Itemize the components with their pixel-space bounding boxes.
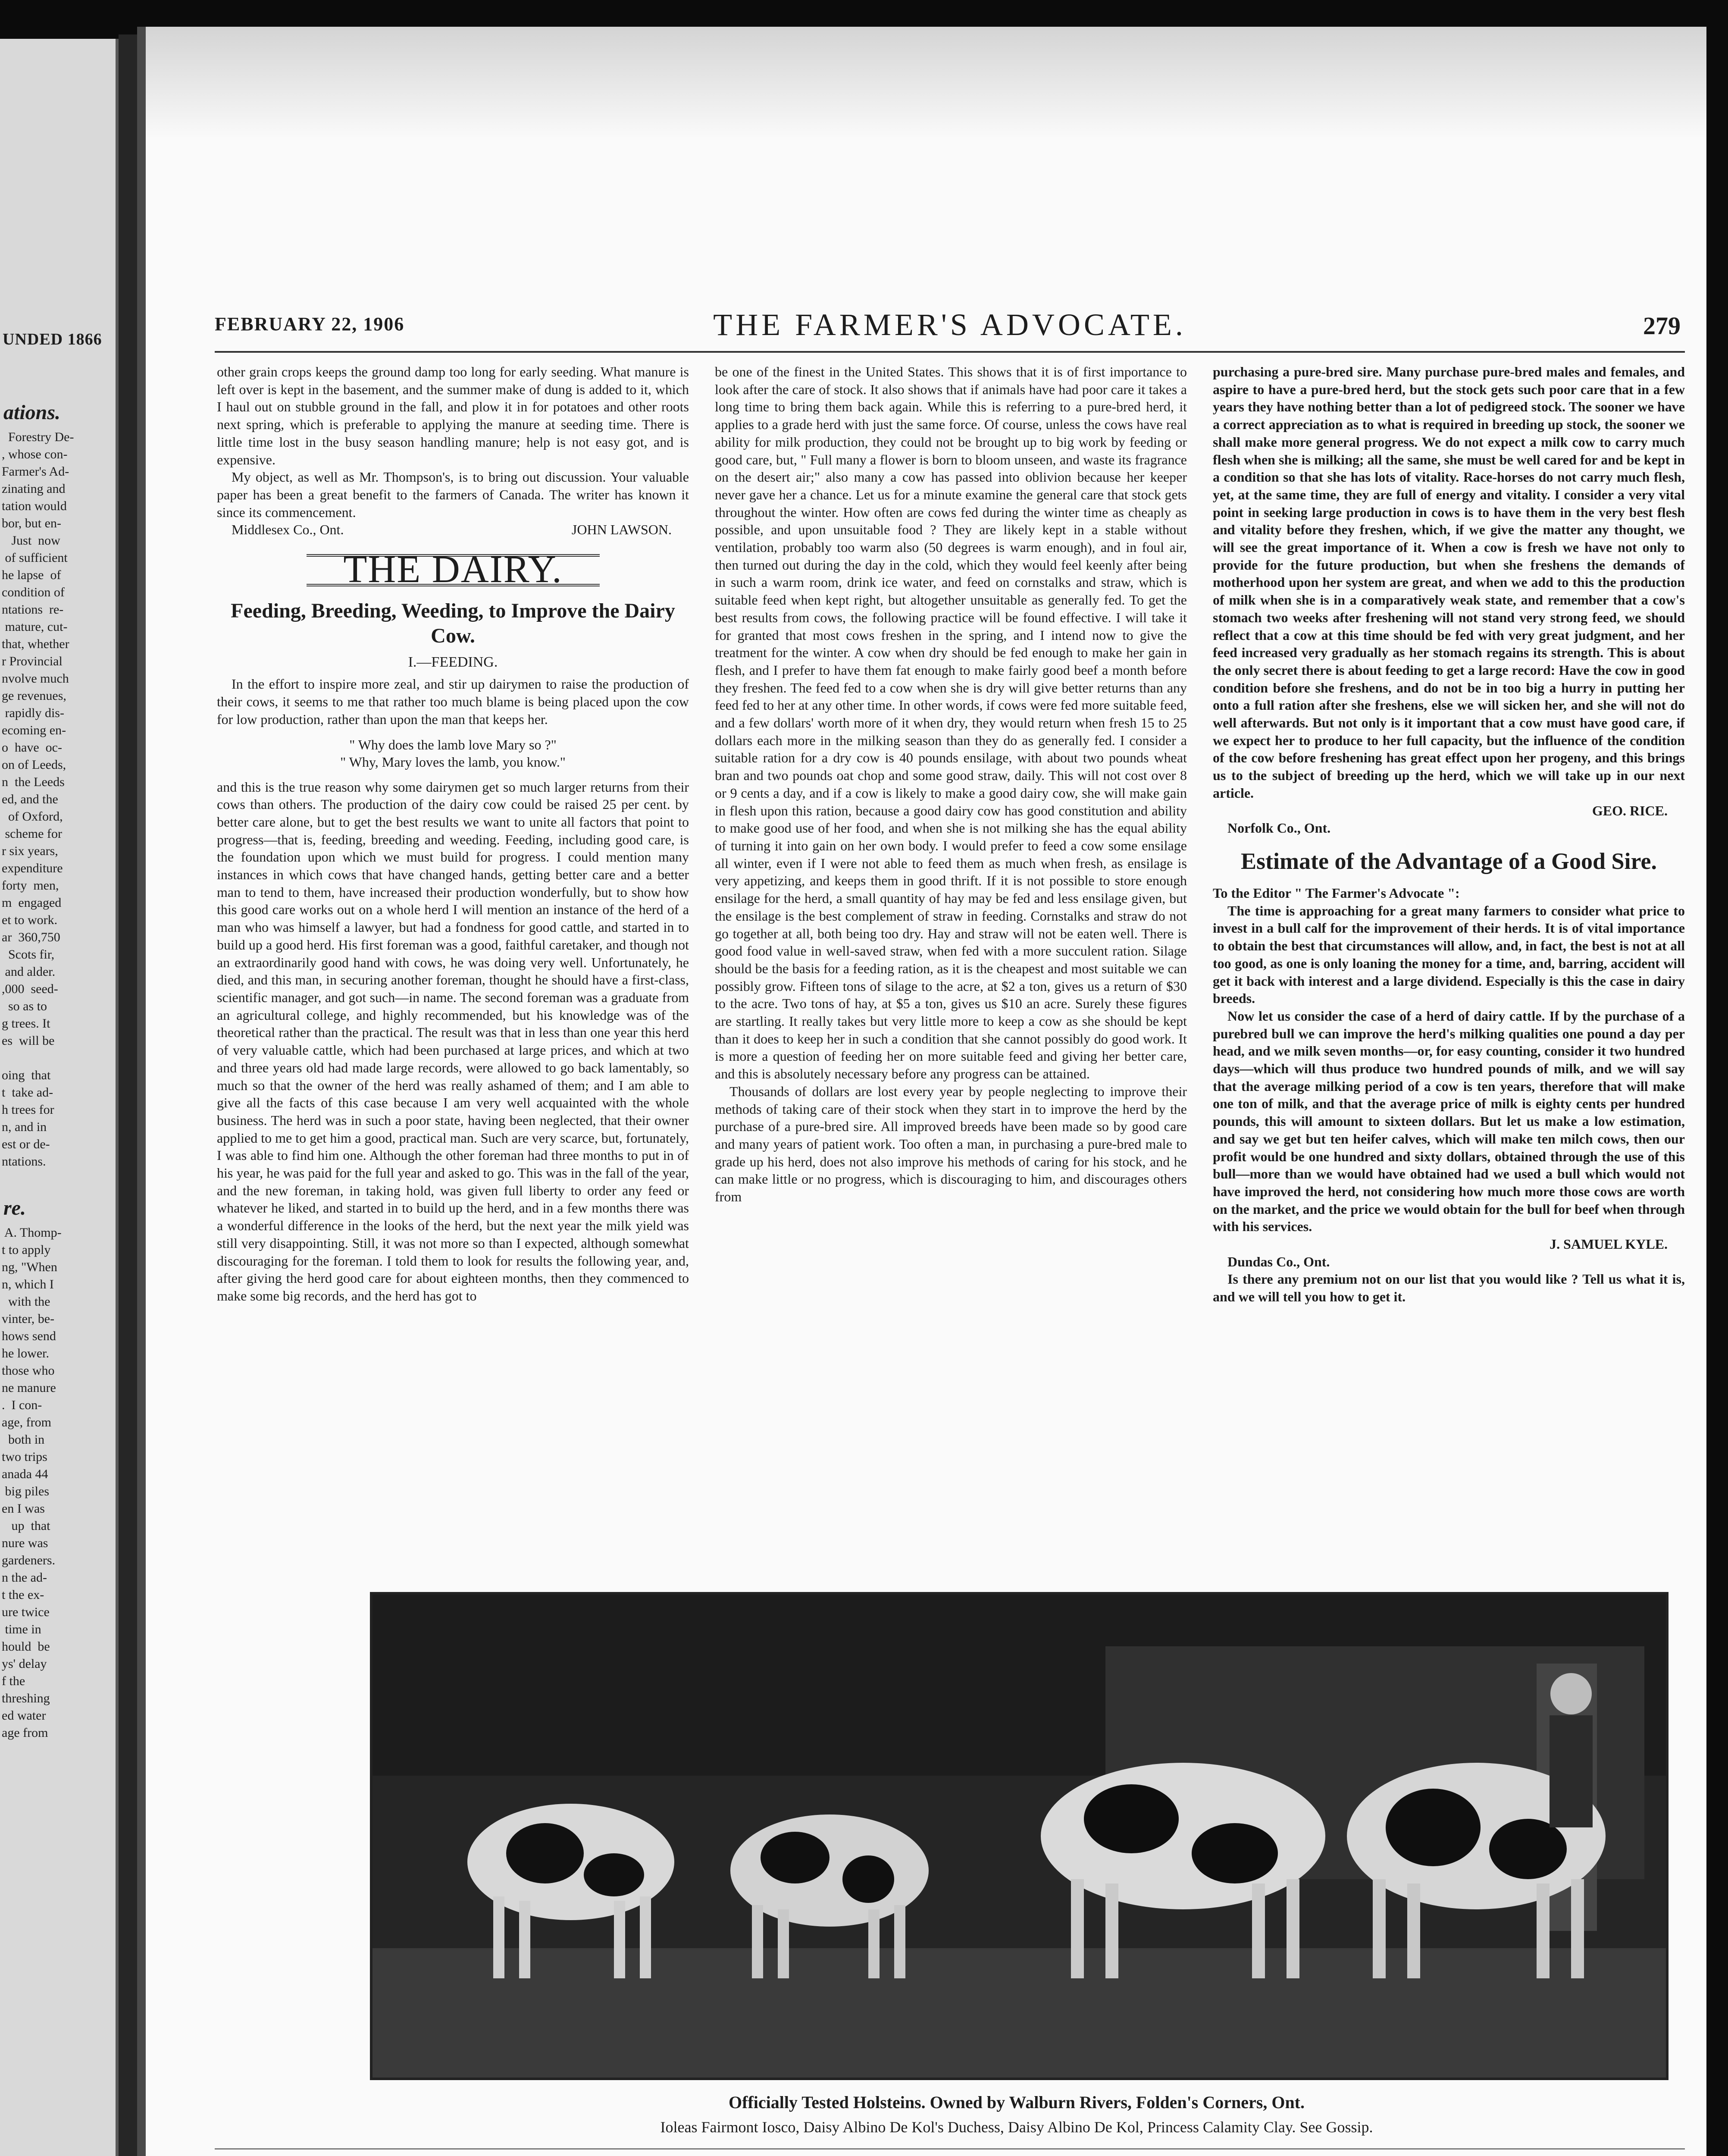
paragraph: and this is the true reason why some dairymen get so much larger returns from their cows than others. The production of the dairy cow could be raised 25 per cent. by better care alone, but to get the best results we want to unite all factors that point to progress—that is, feeding, breeding and weeding. Feeding, including good care, is the foundation upon which we must build for progress. I could mention many instances in which cows that have changed hands, getting better care and a better man to tend to them, have increased their production wonderfully, but to show how this good care works out on a whole herd I will mention an instance of the herd of a man who was himself a lawyer, but had a fondness for good cattle, and started in to build up a good herd. His first foreman was a good, faithful caretaker, and though not an extraordinarily good hand with cows, he was doing very well. Unfortunately, he died, and this man, in securing another foreman, thought he should have a first-class, scientific manager, and got such—in name. The second foreman was a graduate from an agricultural college, and highly recommended, but his knowledge was of the theoretical rather than the practical. The result was that in less than one year this herd of very valuable cattle, which had been purchased at large prices, and which at two and three years old had made large records, were allowed to go back lamentably, so much so that the owner of the herd was really ashamed of them; and I am able to give all the facts of this case because I am very well acquainted with the whole business. The herd was in such a poor state, having been neglected, that their owner applied to me to get him a good, practical man. Such are very scarce, but, fortunately, I was able to find him one. Although the other foreman had three months to put in of his year, he was paid for the full year and asked to go. This was in the fall of the year, and the new foreman, in taking hold, was given full liberty to order any feed or whatever he liked, and started in to build up the herd, and in a few months there was a wonderful difference in the looks of the herd, but the next year the milk yield was still very disappointing. Still, it was not more so than I expected, although somewhat discouraging for the foreman. I told them to look for results the following year, and, after giving the herd good care for about eighteen months, then they commenced to make some big records, and the herd has got to <box>217 779 689 1304</box>
handler-figure <box>1550 1673 1593 1827</box>
page-number: 279 <box>1643 312 1681 340</box>
column-3 <box>1213 363 1685 1566</box>
section-banner-dairy: THE DAIRY. <box>307 554 600 586</box>
article-title: Estimate of the Advantage of a Good Sire. <box>1241 848 1657 874</box>
signoff <box>1213 802 1685 820</box>
column-2 <box>715 363 1187 1562</box>
holsteins-photograph <box>370 1592 1669 2080</box>
left-page-column-text-2: A. Thomp- t to apply ng, "When n, which I with the vinter, be- hows send he lower. those who ne manure . I con- age, from both in two trips anada 44 big piles en I was up that nure was gardeners. n the ad- t the ex- ure twice time in hould be ys' delay f the threshing ed water age from <box>2 1225 62 1740</box>
signoff-name: GEO. RICE. <box>1592 802 1668 818</box>
signoff-place: Middlesex Co., Ont. <box>232 522 344 538</box>
signoff-place: Dundas Co., Ont. <box>1227 1253 1330 1269</box>
paragraph: The time is approaching for a great many farmers to consider what price to invest in a bull calf for the improvement of their herds. It is of vital importance to obtain the best that circumstances will allow, and, in fact, the best is not at all too good, as one is only loaning the money for a time, and, barring, accident will get it back with interest and a large dividend. Especially is this the case in dairy breeds. <box>1213 903 1685 1006</box>
newspaper-page <box>137 27 1706 2156</box>
issue-date: FEBRUARY 22, 1906 <box>215 313 405 335</box>
photo-caption-names: Ioleas Fairmont Iosco, Daisy Albino De Kol's Duchess, Daisy Albino De Kol, Princess Calamity Clay. See Gossip. <box>660 2118 1373 2136</box>
cattle-photo-illustration <box>373 1595 1666 2078</box>
verse-line: " Why, Mary loves the lamb, you know." <box>340 754 566 770</box>
signoff <box>1213 1235 1685 1253</box>
header-rule <box>215 351 1685 353</box>
paragraph: purchasing a pure-bred sire. Many purchase pure-bred males and females, and aspire to have a pure-bred herd, but the stock gets such poor care that in a few years they have nothing better than a lot of pedigreed stock. The sooner we have a correct appreciation as to what is required in breeding up stock, the sooner we shall make more general progress. We do not expect a milk cow to carry much flesh when she is milking; all the same, she must be well cared for and be kept in a condition so that she has lots of vitality. Race-horses do not carry much flesh, yet, at the same time, they are full of energy and vitality. I consider a very vital point in seeking large production in cows is to have them in the very best flesh and vitality before they freshen, which, if we give the matter any thought, we will see the great importance of it. When a cow is fresh we have not only to provide for the future production, but when she freshens the demands of motherhood upon her system are great, and when we add to this the production of milk when she is in a comparatively weak state, and remember that a cow's stomach two weeks after freshening will not stand very strong feed, we should reflect that a cow at this time should be fed with very great judgment, and her feed increased very gradually as her stomach regains its strength. This is about the only secret there is about feeding to get a large record: Have the cow in good condition before she freshens, and do not be in too big a hurry in putting her onto a full ration after she freshens, else we will sicken her, and she will not do well afterwards. But not only is it important that a cow must have good care, if we expect her to produce to her full capacity, but the influence of the condition of the cow before freshening has great effect upon her progeny, and this brings us to the subject of breeding up the herd, which we will take up in our next article. <box>1213 364 1685 801</box>
signoff-place: Norfolk Co., Ont. <box>1227 820 1331 836</box>
article-part-label: I.—FEEDING. <box>408 654 498 670</box>
signoff <box>217 521 689 539</box>
article-title: Feeding, Breeding, Weeding, to Improve the Dairy Cow. <box>231 599 675 647</box>
bottom-rule <box>215 2148 1685 2150</box>
previous-page-fragment <box>0 39 122 2156</box>
premium-note: Is there any premium not on our list that you would like ? Tell us what it is, and we will tell you how to get it. <box>1213 1271 1685 1305</box>
page-top-margin <box>146 27 1706 139</box>
left-page-section-head: ations. <box>3 401 61 424</box>
paragraph: other grain crops keeps the ground damp too long for early seeding. What manure is left over is kept in the basement, and the summer make of dung is added to it, which I haul out on stubble ground in the fall, and plow it in for potatoes and other roots next spring, which is preferable to applying the manure at seeding time. There is little time lost in the busy season handling manure; help is not easy got, and is expensive. <box>217 364 689 467</box>
paragraph: Now let us consider the case of a herd of dairy cattle. If by the purchase of a purebred bull we can improve the herd's milking qualities one pound a day per head, and we milk seven months—or, for easy counting, consider it two hundred days—which will thus produce two hundred pounds of milk, and we will say that the average milking period of a cow is ten years, therefore that will make one ton of milk, and that the average price of milk is eighty cents per hundred pounds, this will amount to sixteen dollars. But let us make a low estimation, and say we get but ten heifer calves, which will make ten milch cows, then our profit would be one hundred and sixty dollars, obtained through the use of this bull—more than we would have obtained had we used a bull which would not have improved the herd, not considering how much more those cows are worth on the market, and the price we would obtain for the bull for beef when through with his services. <box>1213 1008 1685 1235</box>
left-page-column-text: Forestry De- , whose con- Farmer's Ad- zinating and tation would bor, but en- Just now of sufficient he lapse of condition of ntations re- mature, cut- that, whether r Provincial nvolve much ge revenues, rapidly dis- ecoming en- o have oc- on of Leeds, n the Leeds ed, and the of Oxford, scheme for r six years, expenditure forty men, m engaged et to work. ar 360,750 Scots fir, and alder. ,000 seed- so as to g trees. It es will be oing that t take ad- h trees for n, and in est or de- ntations. <box>2 430 74 1169</box>
photo-caption-title: Officially Tested Holsteins. Owned by Walburn Rivers, Folden's Corners, Ont. <box>728 2093 1305 2112</box>
paragraph: Thousands of dollars are lost every year by people neglecting to improve their methods of taking care of their stock when they start in to improve the herd by the purchase of a pure-bred sire. All improved breeds have been made so by good care and many years of patient work. Too often a man, in purchasing a pure-bred male to grade up his herd, does not also improve his methods of caring for his stock, and he can make little or no progress, which is discouraging to him, and discourages others from <box>715 1083 1187 1205</box>
column-1 <box>217 363 689 1583</box>
paragraph: My object, as well as Mr. Thompson's, is to bring out discussion. Your valuable paper has been a great benefit to the farmers of Canada. The writer has known it since its commencement. <box>217 469 689 520</box>
paragraph: In the effort to inspire more zeal, and stir up dairymen to raise the production of their cows, it seems to me that rather too much blame is being placed upon the cow for low production, rather than upon the man that keeps her. <box>217 676 689 727</box>
running-head <box>215 307 1685 346</box>
paragraph: be one of the finest in the United States. This shows that it is of first importance to look after the care of stock. It also shows that if animals have had poor care it takes a long time to bring them back again. While this is referring to a pure-bred herd, it applies to a grade herd with just the same force. Of course, unless the cows have real ability for milk production, they could not be brought up to big work by feeding or good care, but, " Full many a flower is born to bloom unseen, and waste its fragrance on the desert air;" also many a cow has passed into oblivion because her keeper never gave her a chance. Let us for a minute examine the general care that stock gets throughout the winter. How often are cows fed during the winter time as cheaply as possible, and upon unsuitable food ? They are likely kept in a stable without ventilation, probably too warm also (50 degrees is warm enough), and in foul air, then turned out during the day in the cold, which they would feel keenly after being in such a warm room, drink ice water, and feed on cornstalks and straw, which is suitable feed when kept right, but altogether unsuitable as generally fed. To get the best results from cows, the following practice will be found effective. I will take it for granted that most cows freshen in the spring, and I intend now to give the treatment for the winter. A cow when dry should be fed enough to make her gain in flesh, and I prefer to have them fat enough to make fairly good beef a month before they freshen. The feed fed to a cow when she is dry will give better returns than any feed fed to her at any other time. In other words, if cows were fed more suitable feed, and a few dollars' worth more of it when dry, they would return when fresh 15 to 25 dollars each more in the milking season than they do as generally fed. I consider a suitable ration for a dry cow is 40 pounds ensilage, with about two pounds wheat bran and two pounds oat chop and some good straw, daily. This will not cost over 8 or 9 cents a day, and if a cow is likely to make a good dairy cow, she will make gain in flesh upon this ration, because a good dairy cow has good constitution and ability to make good use of her food, and when she is not milking she has the equal ability of turning it into gain on her own body. I would prefer to feed a cow some ensilage all winter, even if I were not able to feed them as much when fresh, as ensilage is very appetizing, and keeps them in good thrift. If it is not possible to store enough ensilage for the herd, a small quantity of hay may be fed and less ensilage given, but the ensilage is the best complement of straw in feeding. Cornstalks and straw do not go together at all, both being too dry. Hay and straw will not be eaten well. There is good food value in well-saved straw, when fed with a more succulent ration. Silage should be the basis for a feeding ration, as it is the cheapest and most suitable we can possibly grow. Fifteen tons of silage to the acre, at $2 a ton, gives us a return of $30 to the acre. Two tons of hay, at $5 a ton, gives us $10 an acre. Surely these figures are startling. It really takes but very little more to keep a cow as she should be kept than it does to keep her in such a condition that she cannot possibly do good work. It is more a question of feeding her on more suitable feed and giving her better care, and this is absolutely necessary before any progress can be attained. <box>715 364 1187 1082</box>
left-page-header: UNDED 1866 <box>3 330 102 348</box>
signoff-name: J. SAMUEL KYLE. <box>1550 1236 1668 1252</box>
publication-title: THE FARMER'S ADVOCATE. <box>713 307 1186 342</box>
signoff-name: JOHN LAWSON. <box>571 522 672 538</box>
salutation: To the Editor " The Farmer's Advocate ": <box>1213 885 1460 901</box>
verse-quote <box>217 736 689 771</box>
left-page-section-head-2: re. <box>3 1197 26 1219</box>
verse-line: " Why does the lamb love Mary so ?" <box>349 736 557 752</box>
